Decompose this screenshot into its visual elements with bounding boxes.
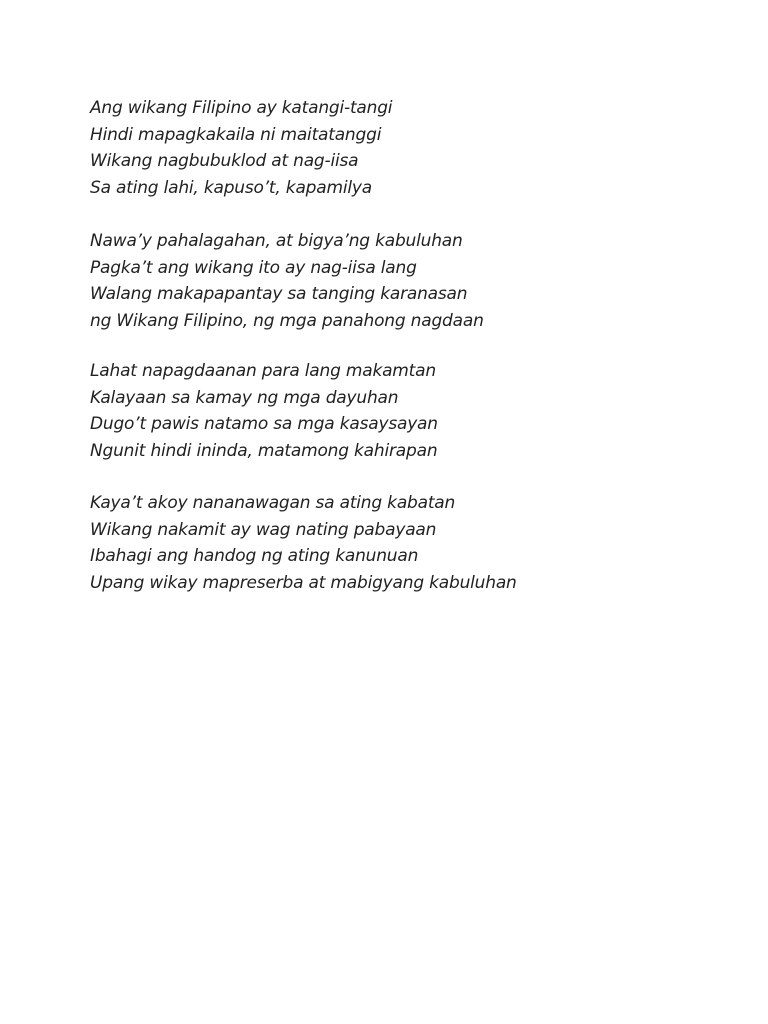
poem-line: Nawa’y pahalagahan, at bigya’ng kabuluhan xyxy=(90,231,463,251)
poem-line: Dugo’t pawis natamo sa mga kasaysayan xyxy=(90,414,438,435)
poem-line: Wikang nakamit ay wag nating pabayaan xyxy=(90,519,437,540)
stanza-4 xyxy=(90,490,517,597)
poem-line: Upang wikay mapreserba at mabigyang kabuluhan xyxy=(90,573,517,594)
poem-line: Ibahagi ang handog ng ating kanunuan xyxy=(90,546,419,567)
poem-line: Sa ating lahi, kapuso’t, kapamilya xyxy=(90,178,372,199)
poem-line: Kalayaan sa kamay ng mga dayuhan xyxy=(90,387,399,408)
poem-line: Ang wikang Filipino ay katangi-tangi xyxy=(90,98,393,118)
poem-line: Lahat napagdaanan para lang makamtan xyxy=(90,361,436,381)
stanza-3 xyxy=(90,358,438,465)
stanza-1 xyxy=(90,95,392,202)
poem-line: Walang makapapantay sa tanging karanasan xyxy=(90,284,468,305)
stanza-2 xyxy=(90,228,484,335)
poem-line: Wikang nagbubuklod at nag-iisa xyxy=(90,151,359,172)
poem-line: ng Wikang Filipino, ng mga panahong nagdaan xyxy=(90,311,484,332)
poem-line: Pagka’t ang wikang ito ay nag-iisa lang xyxy=(90,257,417,278)
poem-line: Ngunit hindi ininda, matamong kahirapan xyxy=(90,441,438,462)
poem-line: Kaya’t akoy nananawagan sa ating kabatan xyxy=(90,493,456,513)
poem-line: Hindi mapagkakaila ni maitatanggi xyxy=(90,124,382,145)
